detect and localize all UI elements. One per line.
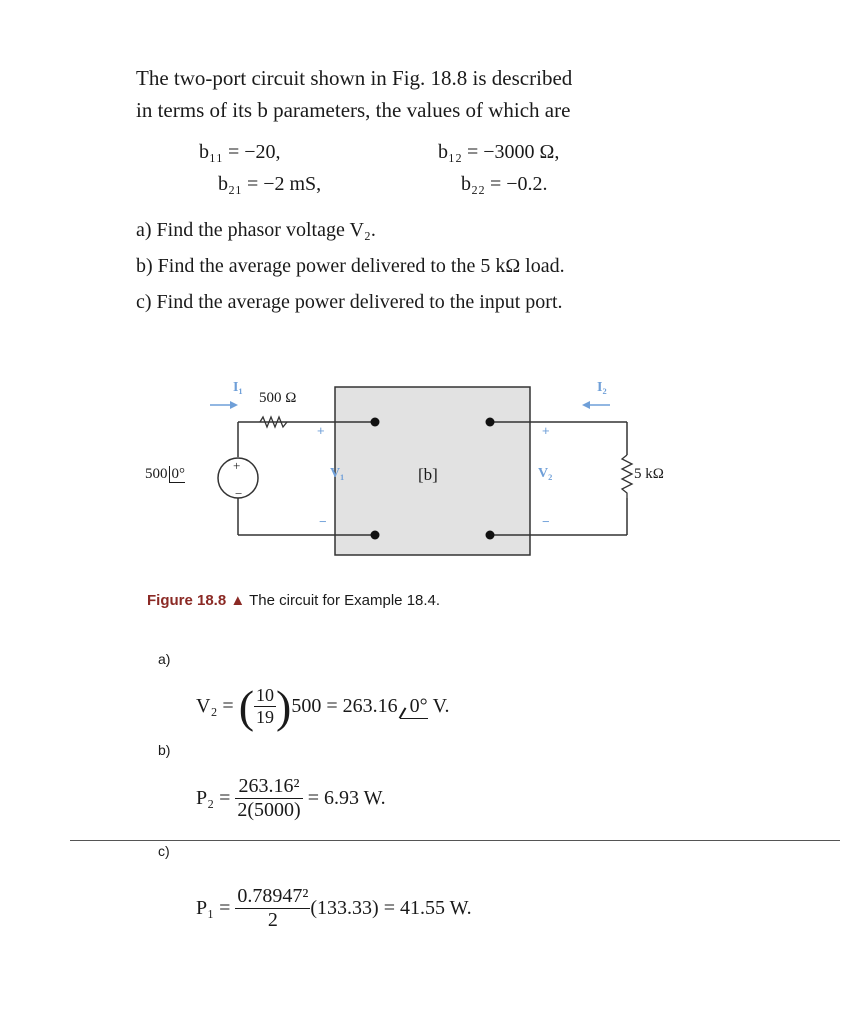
circuit-diagram bbox=[130, 375, 700, 575]
problem-line-2: in terms of its b parameters, the values of which are bbox=[136, 98, 571, 122]
solution-b-equation: P₂ = $\frac{\text{263.16²}}{2(5000)}$ = 6.93 W. bbox=[196, 775, 386, 821]
part-c-question: c) Find the average power delivered to the input port. bbox=[136, 291, 563, 313]
source-minus: − bbox=[235, 486, 243, 501]
problem-line-1: The two-port circuit shown in Fig. 18.8 is described bbox=[136, 66, 573, 90]
i1-label: I₁ bbox=[233, 380, 243, 395]
divider-line bbox=[70, 840, 840, 841]
part-a-question: a) Find the phasor voltage V₂. bbox=[136, 219, 376, 241]
param-b11: b₁₁ = −20, bbox=[199, 141, 281, 163]
solution-a-label: a) bbox=[158, 651, 171, 667]
solution-a-equation: V₂ = ( $\frac{10}{19}$ )500 = 263.16 0° V. bbox=[196, 681, 450, 732]
part-b-question: b) Find the average power delivered to the 5 kΩ load. bbox=[136, 255, 565, 277]
load-resistor bbox=[622, 455, 632, 498]
source-plus: + bbox=[233, 458, 241, 473]
caption-triangle-icon: ▲ bbox=[230, 592, 246, 609]
caption-figure-number: Figure 18.8 bbox=[147, 592, 227, 609]
v1-minus: − bbox=[319, 514, 327, 529]
caption-text: The circuit for Example 18.4. bbox=[249, 592, 441, 609]
v1-plus: + bbox=[317, 423, 325, 438]
i2-arrowhead bbox=[582, 401, 590, 409]
i1-arrowhead bbox=[230, 401, 238, 409]
source-label: 500 0° bbox=[145, 466, 185, 482]
solution-c-label: c) bbox=[158, 843, 170, 859]
figure-caption bbox=[147, 592, 440, 609]
param-b21: b₂₁ = −2 mS, bbox=[218, 173, 322, 195]
param-b12: b₁₂ = −3000 Ω, bbox=[438, 141, 560, 163]
resistor-label: 500 Ω bbox=[259, 390, 297, 406]
terminal-dot bbox=[371, 531, 380, 540]
load-label: 5 kΩ bbox=[634, 466, 664, 482]
v2-minus: − bbox=[542, 514, 550, 529]
terminal-dot bbox=[486, 418, 495, 427]
v2-plus: + bbox=[542, 423, 550, 438]
terminal-dot bbox=[371, 418, 380, 427]
two-port-label: [b] bbox=[418, 465, 438, 484]
i2-label: I₂ bbox=[597, 380, 607, 395]
terminal-dot bbox=[486, 531, 495, 540]
v1-label: V₁ bbox=[330, 466, 345, 481]
solution-c-equation: P₁ = $\frac{\text{0.78947²}}{2}$ (133.33) = 41.55 W. bbox=[196, 885, 472, 931]
param-b22: b₂₂ = −0.2. bbox=[461, 173, 548, 195]
solution-b-label: b) bbox=[158, 742, 171, 758]
v2-label: V₂ bbox=[538, 466, 553, 481]
